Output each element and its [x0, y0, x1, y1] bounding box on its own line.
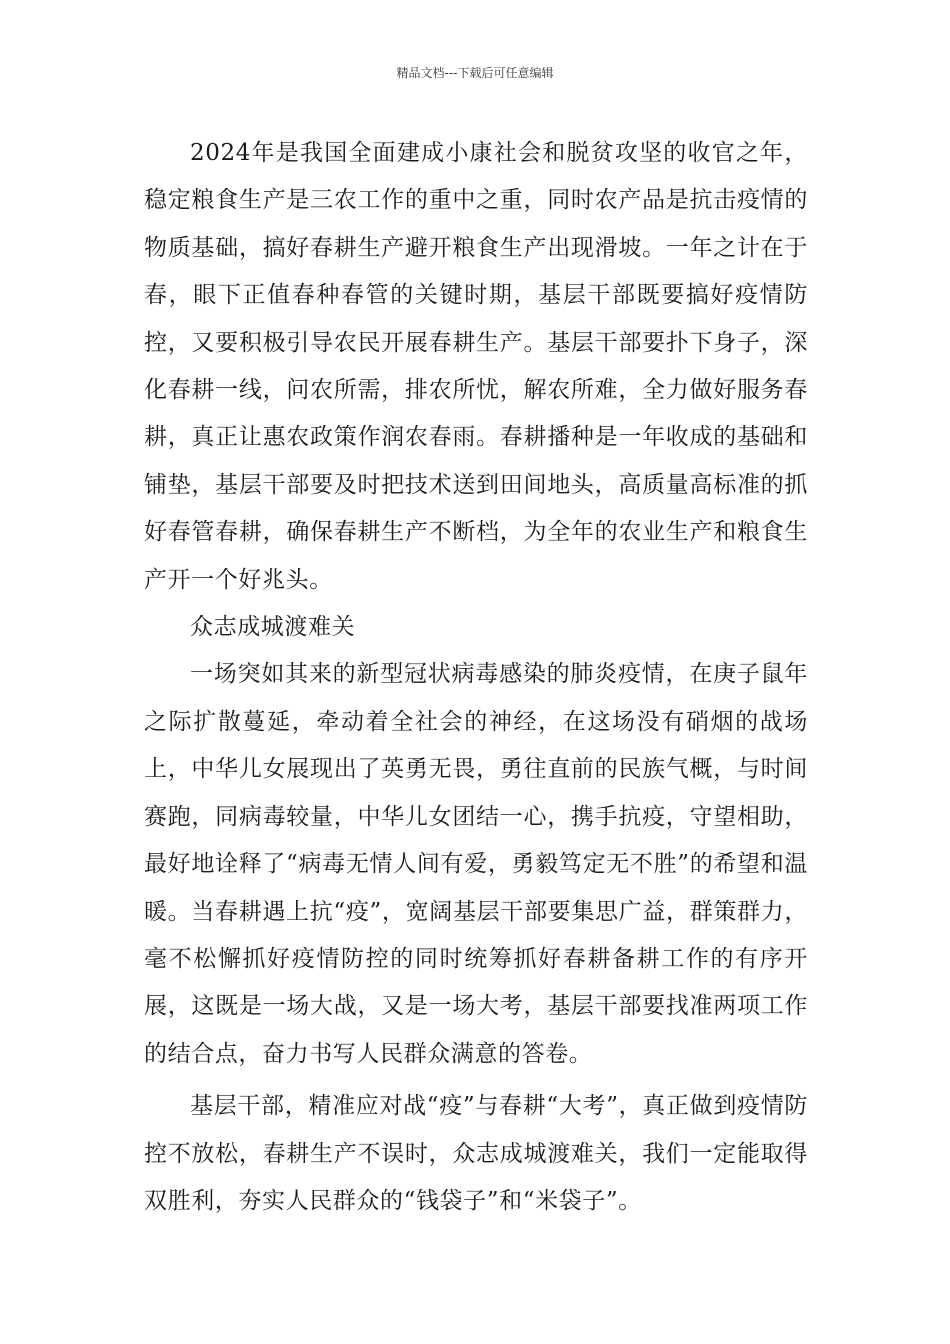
- paragraph-2: 一场突如其来的新型冠状病毒感染的肺炎疫情，在庚子鼠年之际扩散蔓延，牵动着全社会的神经，在这场没有硝烟的战场上，中华儿女展现出了英勇无畏，勇往直前的民族气概，与时间赛跑，同病毒较量，中华儿女团结一心，携手抗疫，守望相助，最好地诠释了“病毒无情人间有爱，勇毅笃定无不胜”的希望和温暖。当春耕遇上抗“疫”，宽阔基层干部要集思广益，群策群力，毫不松懈抓好疫情防控的同时统筹抓好春耕备耕工作的有序开展，这既是一场大战，又是一场大考，基层干部要找准两项工作的结合点，奋力书写人民群众满意的答卷。: [144, 661, 808, 1067]
- page-header: 精品文档---下载后可任意编辑: [396, 66, 554, 80]
- paragraph-1: 2024年是我国全面建成小康社会和脱贫攻坚的收官之年，稳定粮食生产是三农工作的重中之重，同时农产品是抗击疫情的物质基础，搞好春耕生产避开粮食生产出现滑坡。一年之计在于春，眼下正值春种春管的关键时期，基层干部既要搞好疫情防控，又要积极引导农民开展春耕生产。基层干部要扑下身子，深化春耕一线，问农所需，排农所忧，解农所难，全力做好服务春耕，真正让惠农政策作润农春雨。春耕播种是一年收成的基础和铺垫，基层干部要及时把技术送到田间地头，高质量高标准的抓好春管春耕，确保春耕生产不断档，为全年的农业生产和粮食生产开一个好兆头。: [144, 140, 808, 593]
- section-heading: 众志成城渡难关: [190, 614, 356, 641]
- paragraph-3: 基层干部，精准应对战“疫”与春耕“大考”，真正做到疫情防控不放松，春耕生产不误时，众志成城渡难关，我们一定能取得双胜利，夯实人民群众的“钱袋子”和“米袋子”。: [144, 1093, 808, 1214]
- document-body: [144, 130, 808, 1225]
